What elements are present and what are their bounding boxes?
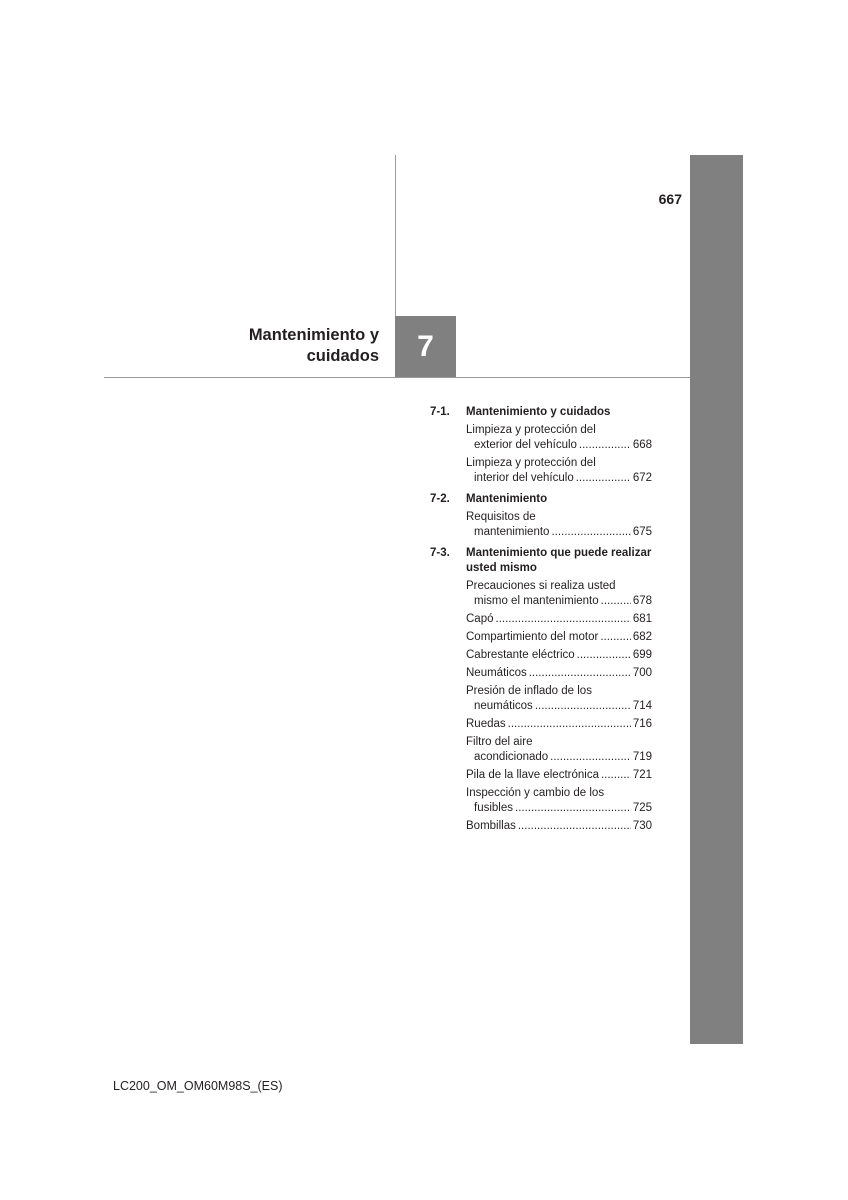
dot-leader: [496, 612, 631, 627]
dot-leader: [515, 801, 631, 816]
toc-entry-page: 700: [632, 667, 652, 679]
toc-entry-page: 714: [632, 700, 652, 712]
toc-entry-page: 675: [632, 526, 652, 538]
toc-entry[interactable]: [466, 717, 652, 732]
toc-entry-title: Ruedas: [466, 718, 506, 730]
toc-entry-page: 716: [632, 718, 652, 730]
toc-entry-title: Compartimiento del motor: [466, 631, 599, 643]
toc-entry-title: acondicionado: [474, 751, 549, 763]
toc-entry-title: Neumáticos: [466, 667, 527, 679]
toc-entry-page: 681: [632, 613, 652, 625]
table-of-contents: [430, 405, 652, 834]
dot-leader: [601, 768, 631, 783]
dot-leader: [600, 630, 631, 645]
toc-entry-title: mantenimiento: [474, 526, 550, 538]
toc-section-title: Mantenimiento que puede realizar usted mismo: [466, 547, 652, 574]
toc-entry[interactable]: [466, 648, 652, 663]
toc-entry[interactable]: [466, 666, 652, 681]
dot-leader: [551, 525, 630, 540]
toc-entry-page: 719: [632, 751, 652, 763]
page-number: 667: [658, 191, 682, 207]
toc-entry-page: 682: [632, 631, 652, 643]
chapter-title: [150, 325, 379, 367]
dot-leader: [579, 438, 631, 453]
toc-entry-title: mismo el mantenimiento: [474, 595, 599, 607]
toc-entry[interactable]: [466, 612, 652, 627]
toc-entry[interactable]: [466, 579, 652, 609]
dot-leader: [577, 648, 631, 663]
toc-entry-title-line1: Precauciones si realiza usted: [466, 580, 616, 592]
document-code-footer: LC200_OM_OM60M98S_(ES): [113, 1079, 283, 1093]
dot-leader: [508, 717, 631, 732]
toc-section-number: 7-1.: [430, 406, 450, 418]
toc-entry[interactable]: [466, 735, 652, 765]
toc-entry-title: Cabrestante eléctrico: [466, 649, 575, 661]
toc-entry[interactable]: [466, 510, 652, 540]
toc-entry-title: neumáticos: [474, 700, 533, 712]
toc-section-heading: [430, 492, 652, 507]
toc-entry-page: 678: [632, 595, 652, 607]
toc-entry-title: interior del vehículo: [474, 472, 574, 484]
toc-section-heading: [430, 546, 652, 576]
chapter-title-line2: cuidados: [306, 347, 379, 365]
dot-leader: [535, 699, 631, 714]
chapter-side-tab: [690, 155, 743, 1044]
horizontal-rule: [104, 377, 690, 378]
toc-entry[interactable]: [466, 819, 652, 834]
chapter-number-box: 7: [395, 316, 456, 377]
toc-section-number: 7-3.: [430, 547, 450, 559]
toc-entry-title: exterior del vehículo: [474, 439, 577, 451]
toc-entry[interactable]: [466, 786, 652, 816]
chapter-title-line1: Mantenimiento y: [248, 326, 379, 344]
toc-entry-title-line1: Limpieza y protección del: [466, 424, 596, 436]
toc-entry[interactable]: [466, 684, 652, 714]
dot-leader: [529, 666, 631, 681]
toc-entry[interactable]: [466, 768, 652, 783]
toc-entry-page: 725: [632, 802, 652, 814]
toc-section-title: Mantenimiento y cuidados: [466, 406, 611, 418]
toc-entry[interactable]: [466, 630, 652, 645]
toc-section-title: Mantenimiento: [466, 493, 548, 505]
toc-entry-title: Bombillas: [466, 820, 516, 832]
vertical-rule: [395, 155, 396, 316]
toc-entry[interactable]: [466, 423, 652, 453]
toc-entry-page: 721: [632, 769, 652, 781]
toc-entry-title-line1: Limpieza y protección del: [466, 457, 596, 469]
dot-leader: [576, 471, 631, 486]
dot-leader: [550, 750, 631, 765]
toc-entry-title-line1: Presión de inflado de los: [466, 685, 592, 697]
toc-entry-title-line1: Inspección y cambio de los: [466, 787, 605, 799]
toc-entry-page: 668: [632, 439, 652, 451]
toc-entry-title-line1: Requisitos de: [466, 511, 536, 523]
toc-entry-title: fusibles: [474, 802, 513, 814]
toc-section-heading: [430, 405, 652, 420]
dot-leader: [518, 819, 631, 834]
toc-entry-title: Pila de la llave electrónica: [466, 769, 599, 781]
toc-entry[interactable]: [466, 456, 652, 486]
toc-section-number: 7-2.: [430, 493, 450, 505]
dot-leader: [601, 594, 631, 609]
toc-entry-page: 672: [632, 472, 652, 484]
toc-entry-title-line1: Filtro del aire: [466, 736, 533, 748]
toc-entry-title: Capó: [466, 613, 494, 625]
toc-entry-page: 699: [632, 649, 652, 661]
toc-entry-page: 730: [632, 820, 652, 832]
